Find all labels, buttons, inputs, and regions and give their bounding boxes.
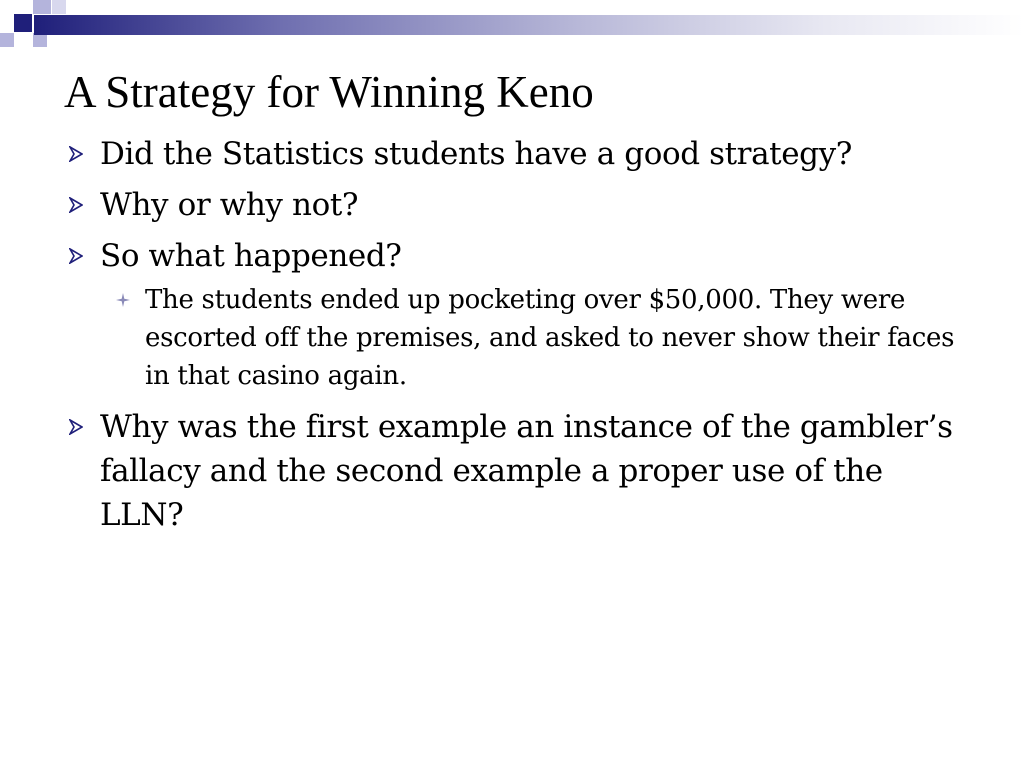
deco-square: [14, 14, 32, 32]
deco-square: [33, 33, 47, 47]
bullet-text: Did the Statistics students have a good strategy?: [100, 136, 852, 172]
header-gradient-bar: [34, 15, 1024, 35]
deco-square: [33, 0, 51, 14]
slide-title: A Strategy for Winning Keno: [64, 67, 594, 117]
arrowhead-bullet-icon: [64, 183, 88, 227]
sub-bullet-text: The students ended up pocketing over $50,000. They were escorted off the premises, and asked to never show their faces in that casino again.: [145, 285, 955, 391]
bullet-item: [64, 234, 964, 278]
bullet-item: [64, 132, 964, 176]
arrowhead-bullet-icon: [64, 132, 88, 176]
bullet-text: Why was the first example an instance of the gambler’s fallacy and the second example a proper use of the LLN?: [100, 409, 953, 533]
sub-bullet-item: [109, 281, 964, 395]
deco-square: [52, 0, 66, 14]
bullet-text: So what happened?: [100, 238, 402, 274]
arrowhead-bullet-icon: [64, 405, 88, 449]
four-point-star-icon: [115, 281, 131, 319]
bullet-item: [64, 183, 964, 227]
deco-square: [0, 33, 14, 47]
bullet-text: Why or why not?: [100, 187, 359, 223]
arrowhead-bullet-icon: [64, 234, 88, 278]
slide-content: [64, 132, 964, 544]
bullet-item: [64, 405, 964, 537]
